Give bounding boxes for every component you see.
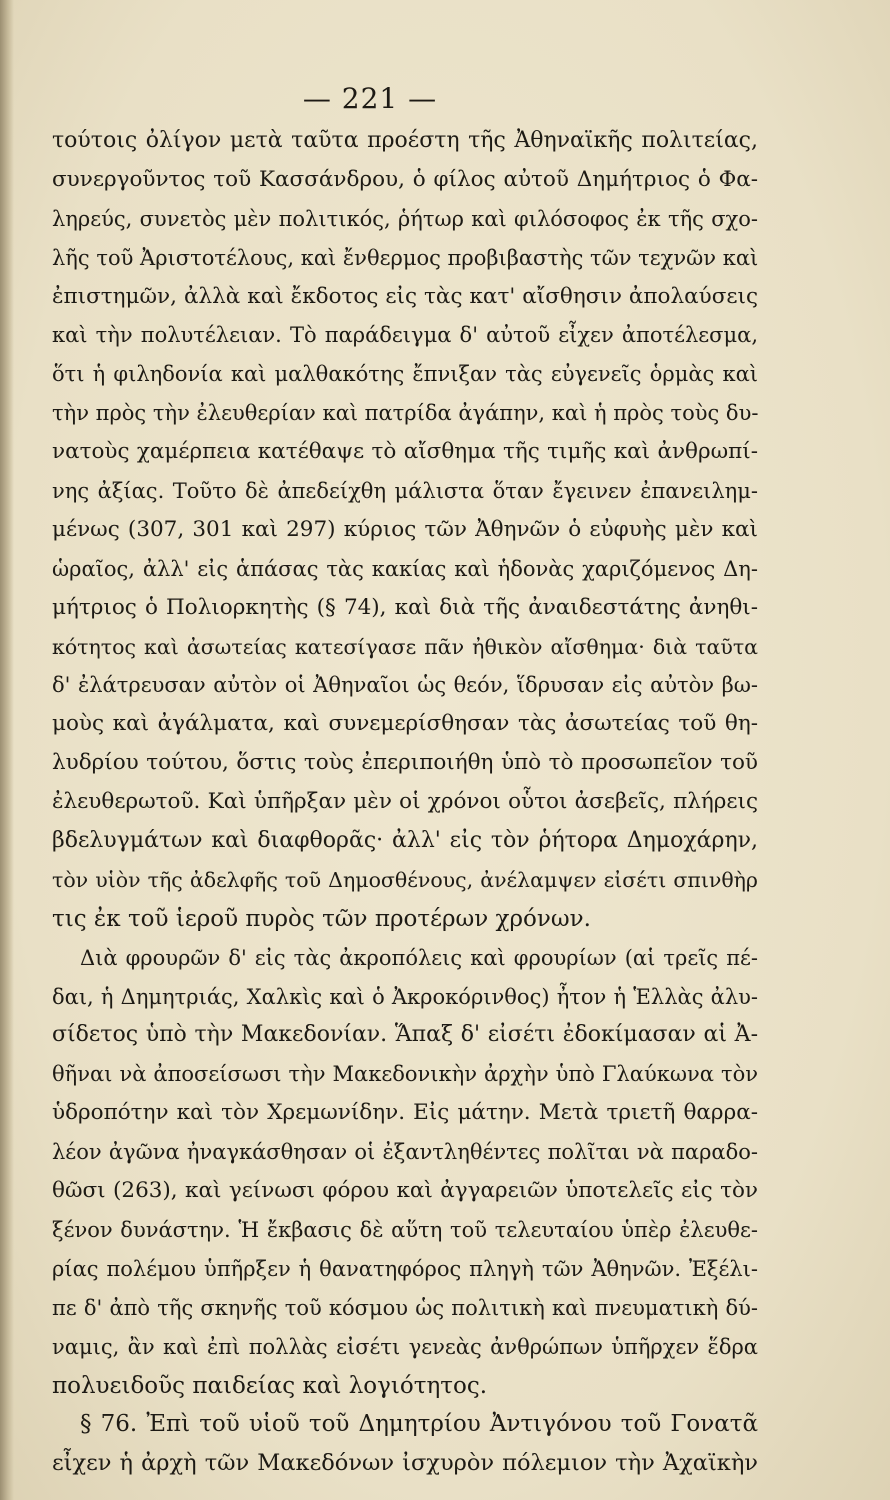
text-line: τὴν πρὸς τὴν ἐλευθερίαν καὶ πατρίδα ἀγάπην, καὶ ἡ πρὸς τοὺς δυ-: [52, 401, 758, 426]
text-line: θῆναι νὰ ἀποσείσωσι τὴν Μακεδονικὴν ἀρχὴν ὑπὸ Γλαύκωνα τὸν: [52, 1062, 758, 1087]
text-line: λυδρίου τούτου, ὅστις τοὺς ἐπεριποιήθη ὑπὸ τὸ προσωπεῖον τοῦ: [52, 750, 758, 776]
text-line: ἐλευθερωτοῦ. Καὶ ὑπῆρξαν μὲν οἱ χρόνοι οὗτοι ἀσεβεῖς, πλήρεις: [52, 789, 758, 815]
text-line: συνεργοῦντος τοῦ Κασσάνδρου, ὁ φίλος αὐτοῦ Δημήτριος ὁ Φα-: [52, 166, 758, 192]
text-line: μήτριος ὁ Πολιορκητὴς (§ 74), καὶ διὰ τῆς ἀναιδεστάτης ἀνηθι-: [52, 594, 758, 620]
page-number: — 221 —: [302, 82, 438, 115]
text-line: ὅτι ἡ φιληδονία καὶ μαλθακότης ἔπνιξαν τὰς εὐγενεῖς ὁρμὰς καὶ: [52, 362, 758, 387]
text-line: ρίας πολέμου ὑπῆρξεν ἡ θανατηφόρος πληγὴ τῶν Ἀθηνῶν. Ἐξέλι-: [52, 1256, 758, 1281]
text-line: ἐπιστημῶν, ἀλλὰ καὶ ἔκδοτος εἰς τὰς κατ' αἴσθησιν ἀπολαύσεις: [52, 283, 758, 309]
binding-edge: [0, 0, 14, 1500]
text-line: μοὺς καὶ ἀγάλματα, καὶ συνεμερίσθησαν τὰς ἀσωτείας τοῦ θη-: [52, 711, 758, 737]
text-line: καὶ τὴν πολυτέλειαν. Τὸ παράδειγμα δ' αὐτοῦ εἶχεν ἀποτέλεσμα,: [52, 323, 758, 348]
text-line: νης ἀξίας. Τοῦτο δὲ ἀπεδείχθη μάλιστα ὅταν ἔγεινεν ἐπανειλημ-: [52, 479, 758, 504]
text-line: Διὰ φρουρῶν δ' εἰς τὰς ἀκροπόλεις καὶ φρουρίων (αἱ τρεῖς πέ-: [80, 945, 758, 970]
text-line: πε δ' ἀπὸ τῆς σκηνῆς τοῦ κόσμου ὡς πολιτικὴ καὶ πνευματικὴ δύ-: [52, 1295, 758, 1320]
text-line: μένως (307, 301 καὶ 297) κύριος τῶν Ἀθηνῶν ὁ εὐφυὴς μὲν καὶ: [52, 516, 758, 542]
section-heading-line: § 76. Ἐπὶ τοῦ υἱοῦ τοῦ Δημητρίου Ἀντιγόνου τοῦ Γονατᾶ: [80, 1411, 758, 1438]
text-line: εἶχεν ἡ ἀρχὴ τῶν Μακεδόνων ἰσχυρὸν πόλεμιον τὴν Ἀχαϊκὴν: [52, 1450, 758, 1477]
text-line: ναμις, ἂν καὶ ἐπὶ πολλὰς εἰσέτι γενεὰς ἀνθρώπων ὑπῆρχεν ἕδρα: [52, 1334, 758, 1359]
text-line: ληρεύς, συνετὸς μὲν πολιτικός, ῥήτωρ καὶ φιλόσοφος ἐκ τῆς σχο-: [52, 206, 758, 231]
text-line: λέον ἀγῶνα ἠναγκάσθησαν οἱ ἐξαντληθέντες πολῖται νὰ παραδο-: [52, 1140, 758, 1165]
text-line: τούτοις ὀλίγον μετὰ ταῦτα προέστη τῆς Ἀθηναϊκῆς πολιτείας,: [52, 128, 758, 153]
text-line: θῶσι (263), καὶ γείνωσι φόρου καὶ ἀγγαρειῶν ὑποτελεῖς εἰς τὸν: [52, 1178, 758, 1204]
text-line: σίδετος ὑπὸ τὴν Μακεδονίαν. Ἅπαξ δ' εἰσέτι ἐδοκίμασαν αἱ Ἀ-: [52, 1022, 758, 1048]
text-line: δαι, ἡ Δημητριάς, Χαλκὶς καὶ ὁ Ἀκροκόρινθος) ἦτον ἡ Ἑλλὰς ἀλυ-: [52, 984, 758, 1009]
text-line: τὸν υἱὸν τῆς ἀδελφῆς τοῦ Δημοσθένους, ἀνέλαμψεν εἰσέτι σπινθὴρ: [52, 867, 758, 892]
text-line: ξένον δυνάστην. Ἡ ἔκβασις δὲ αὕτη τοῦ τελευταίου ὑπὲρ ἐλευθε-: [52, 1217, 758, 1242]
body-text: [52, 122, 758, 1483]
text-line: ὡραῖος, ἀλλ' εἰς ἁπάσας τὰς κακίας καὶ ἡδονὰς χαριζόμενος Δη-: [52, 556, 758, 581]
text-line: κότητος καὶ ἀσωτείας κατεσίγασε πᾶν ἠθικὸν αἴσθημα· διὰ ταῦτα: [52, 634, 758, 659]
text-line: πολυειδοῦς παιδείας καὶ λογιότητος.: [52, 1372, 488, 1399]
text-line: νατοὺς χαμέρπεια κατέθαψε τὸ αἴσθημα τῆς τιμῆς καὶ ἀνθρωπί-: [52, 439, 758, 465]
text-line: βδελυγμάτων καὶ διαφθορᾶς· ἀλλ' εἰς τὸν ῥήτορα Δημοχάρην,: [52, 828, 758, 854]
text-line: τις ἐκ τοῦ ἱεροῦ πυρὸς τῶν προτέρων χρόνων.: [52, 905, 591, 932]
text-line: ὑδροπότην καὶ τὸν Χρεμωνίδην. Εἰς μάτην. Μετὰ τριετῆ θαρρα-: [52, 1100, 758, 1126]
text-line: λῆς τοῦ Ἀριστοτέλους, καὶ ἔνθερμος προβιβαστὴς τῶν τεχνῶν καὶ: [52, 245, 758, 270]
text-line: δ' ἐλάτρευσαν αὐτὸν οἱ Ἀθηναῖοι ὡς θεόν, ἵδρυσαν εἰς αὐτὸν βω-: [52, 673, 758, 698]
